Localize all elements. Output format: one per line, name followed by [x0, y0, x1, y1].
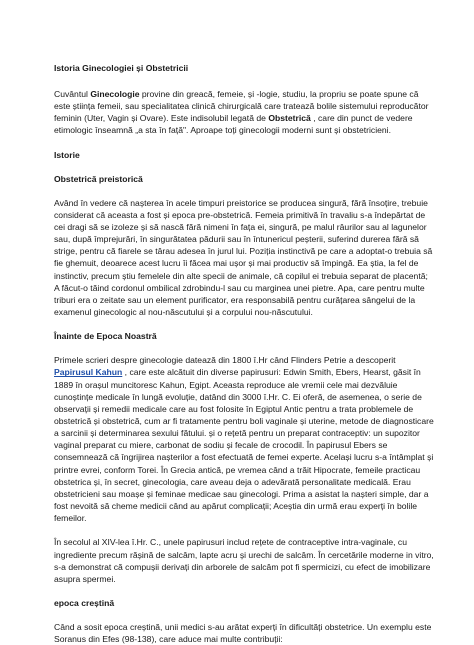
term-ginecologie: Ginecologie	[90, 89, 140, 99]
intro-text-2: provine din greacă, femeie, și -logie, studiu, la propriu se poate spune că este știința femeii, sau specialitatea clinică chirurgicală care tratează bolile sistemului reproducător feminin (Uter, Vagin și Ovare). Este indisolubil legată de	[54, 89, 429, 124]
intro-paragraph	[54, 88, 434, 137]
paragraph-secolul-xiv: În secolul al XIV-lea î.Hr. C., unele papirusuri includ rețete de contraceptive intra-vaginale, cu ingrediente precum rășină de salcâm, lapte acru și urechi de salcâm. În cercetările moderne in vitro, s-a demonstrat că compușii derivați din arborele de salcâm pot fi spermicizi, cu efect de imobilizare asupra spermei.	[54, 537, 434, 584]
papirusul-kahun-link[interactable]: Papirusul Kahun	[54, 367, 123, 378]
intro-text-3: , care din punct de vedere etimologic înseamnă „a sta în față". Aproape toți ginecologii moderni sunt și obstetricieni.	[54, 113, 413, 136]
paragraph-inainte	[54, 354, 434, 524]
heading-inainte-de-epoca-noastra: Înainte de Epoca Noastră	[54, 331, 157, 342]
heading-obstetrica-preistorica: Obstetrică preistorică	[54, 173, 143, 184]
paragraph-crestina: Când a sosit epoca creștină, unii medici s-au arătat experți în dificultăți obstetrice. Un exemplu este Soranus din Efes (98-138), care aduce mai multe contribuții:	[54, 622, 432, 645]
inainte-text-1: Primele scrieri despre ginecologie datează din 1800 î.Hr când Flinders Petrie a descoperit	[54, 355, 396, 366]
heading-epoca-crestina: epoca creștină	[54, 598, 115, 608]
intro-text-1: Cuvântul	[54, 89, 91, 99]
term-obstetrica: Obstetrică	[268, 113, 311, 124]
inainte-text-2: , care este alcătuit din diverse papirusuri: Edwin Smith, Ebers, Hearst, găsit în 1889 în orașul muncitoresc Kahun, Egipt. Aceasta reproduce ale vremii cele mai dezvăluie cunoștințe medicale în lungă evoluție, datând din 3000 î.Hr. C. Ei oferă, de asemenea, o serie de observații și remedii medicale care au fost folosite în Egiptul Antic pentru a trata problemele de obstetrică și obstetrică, cum ar fi tratamente pentru boli vaginale și uterine, metode de diagnosticare a sarcinii și determinarea sexului fătului. și o rețetă pentru un preparat contraceptiv: un supozitor vaginal preparat cu miere, carbonat de sodiu și fecale de crocodil. În papirusul Ebers se consemnează că îngrijirea nașterilor a fost efectuată de femei experte. Același lucru s-a întâmplat și printre evrei, conform Torei. În Grecia antică, pe vremea când a trăit Hipocrate, femeile practicau obstetrica și, în secret, ginecologia, care aveau deja o adevărată personalitate medicală. Erau obstetricieni sau moașe și feminae medicae sau ginecologi. Prima a asistat la nașteri simple, dar a fost nevoită să cheme medicii când au apărut complicații; Aceștia din urmă erau experți în bolile femeilor.	[54, 367, 434, 524]
heading-istorie: Istorie	[54, 149, 80, 160]
document-title: Istoria Ginecologiei și Obstetricii	[54, 63, 189, 73]
paragraph-preistorica: Având în vedere că nașterea în acele timpuri preistorice se producea singură, fără însoțire, trebuie considerat că aceasta a fost și epoca pre-obstetrică. Femeia primitivă în travaliu s-a îndepărtat de cei dragi să se izoleze și să nască fără nimeni în fața ei, singură, pe malul râurilor sau al lagunelor sau, după împrejurări, în singurătatea pădurii sau în întunericul peșterii, suferind durerea fără să strige, pentru că fiarele se târau adesea în jurul lui. Poziția instinctivă pe care a adoptat-o trebuia să fie ghemuit, deoarece acest lucru îi făcea mai ușor și mai productiv să împingă. Ea știa, la fel de instinctiv, precum știu femelele din alte specii de animale, că copilul ei trebuia separat de placentă; A făcut-o tăind cordonul ombilical zdrobindu-l sau cu marginea unei pietre. Apa, care pentru multe triburi era o zeitate sau un element purificator, era responsabilă pentru curățarea sângelui de la examenul ginecologic al nou-născutului și a corpului nou-născutului.	[54, 197, 433, 318]
